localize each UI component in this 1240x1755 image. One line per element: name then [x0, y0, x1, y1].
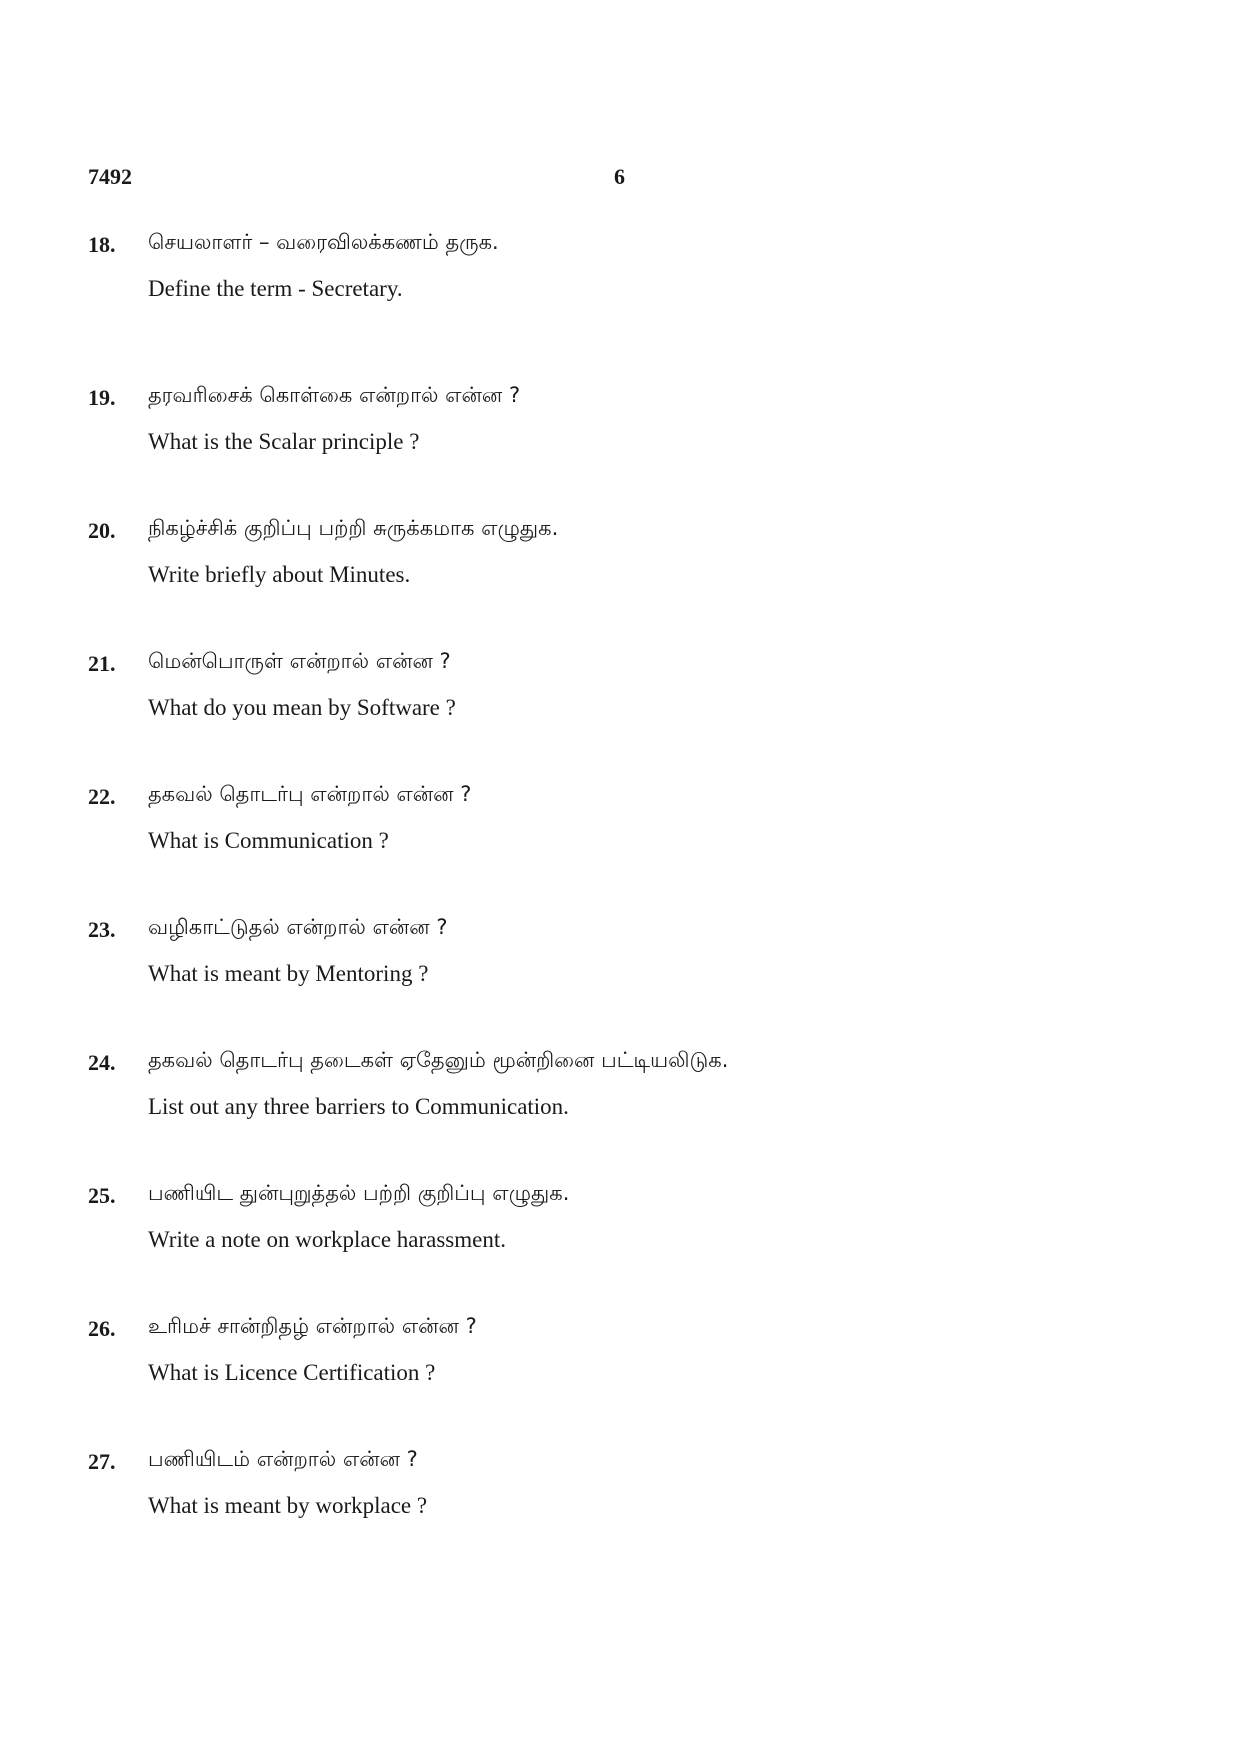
- question-text-english: What is Licence Certification ?: [148, 1360, 436, 1385]
- question-number: 19.: [88, 385, 116, 410]
- question-number: 27.: [88, 1449, 116, 1474]
- question-26: [88, 1310, 1148, 1443]
- question-number: 25.: [88, 1183, 116, 1208]
- question-number: 26.: [88, 1316, 116, 1341]
- question-text-tamil: தரவரிசைக் கொள்கை என்றால் என்ன ?: [148, 383, 521, 407]
- question-text-tamil: மென்பொருள் என்றால் என்ன ?: [148, 649, 451, 673]
- page-number: 6: [614, 164, 625, 189]
- question-text-english: Define the term - Secretary.: [148, 276, 403, 301]
- question-number: 18.: [88, 232, 116, 257]
- question-number: 21.: [88, 651, 116, 676]
- question-text-tamil: செயலாளர் – வரைவிலக்கணம் தருக.: [148, 230, 499, 254]
- question-text-english: What is the Scalar principle ?: [148, 429, 420, 454]
- question-22: [88, 778, 1148, 911]
- question-number: 20.: [88, 518, 116, 543]
- question-20: [88, 512, 1148, 645]
- question-text-english: What is Communication ?: [148, 828, 389, 853]
- question-text-tamil: பணியிட துன்புறுத்தல் பற்றி குறிப்பு எழுதுக.: [148, 1181, 570, 1205]
- question-19: [88, 379, 1148, 512]
- question-text-english: Write a note on workplace harassment.: [148, 1227, 506, 1252]
- question-25: [88, 1177, 1148, 1310]
- question-text-tamil: தகவல் தொடர்பு என்றால் என்ன ?: [148, 782, 472, 806]
- paper-code: 7492: [88, 164, 132, 189]
- question-number: 23.: [88, 917, 116, 942]
- question-27: [88, 1443, 1148, 1576]
- question-text-english: What is meant by Mentoring ?: [148, 961, 429, 986]
- question-text-tamil: தகவல் தொடர்பு தடைகள் ஏதேனும் மூன்றினை பட்டியலிடுக.: [148, 1048, 729, 1072]
- question-list: [88, 226, 1148, 1576]
- question-text-tamil: பணியிடம் என்றால் என்ன ?: [148, 1447, 418, 1471]
- question-24: [88, 1044, 1148, 1177]
- question-number: 22.: [88, 784, 116, 809]
- question-text-english: Write briefly about Minutes.: [148, 562, 411, 587]
- question-text-tamil: உரிமச் சான்றிதழ் என்றால் என்ன ?: [148, 1314, 477, 1338]
- question-text-english: What is meant by workplace ?: [148, 1493, 428, 1518]
- question-18: [88, 226, 1148, 379]
- question-text-english: What do you mean by Software ?: [148, 695, 456, 720]
- question-text-tamil: வழிகாட்டுதல் என்றால் என்ன ?: [148, 915, 448, 939]
- question-text-english: List out any three barriers to Communication.: [148, 1094, 569, 1119]
- question-text-tamil: நிகழ்ச்சிக் குறிப்பு பற்றி சுருக்கமாக எழுதுக.: [148, 516, 559, 540]
- page-header: [88, 164, 648, 194]
- question-number: 24.: [88, 1050, 116, 1075]
- question-23: [88, 911, 1148, 1044]
- question-21: [88, 645, 1148, 778]
